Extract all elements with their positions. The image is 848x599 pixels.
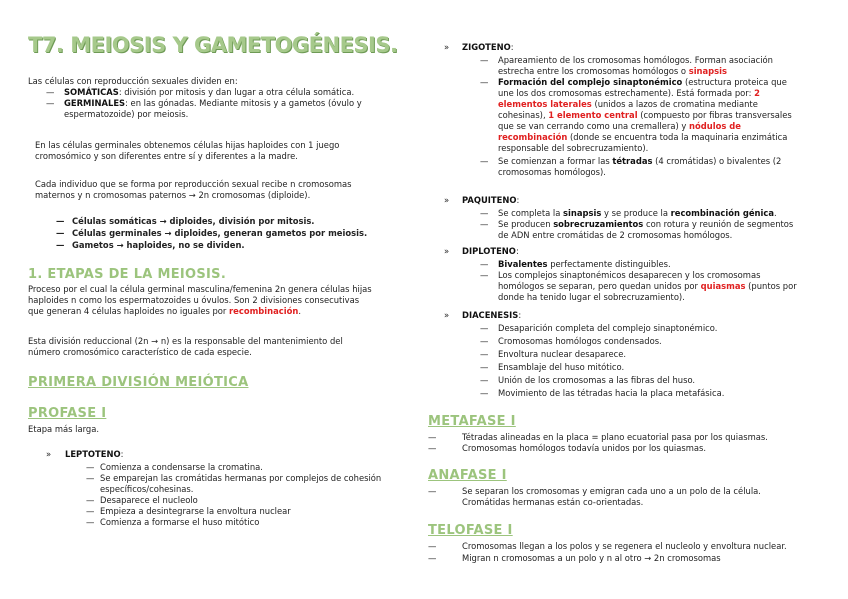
profase-subtitle: Etapa más larga. [28,424,99,434]
list-item: — Unión de los cromosomas a las fibras del huso. [480,375,696,385]
list-item-cont: específicos/cohesinas. [100,484,194,494]
list-item: — Se separan los cromosomas y emigran cada uno a un polo de la célula. [428,486,761,496]
list-item: — Cromosomas llegan a los polos y se regenera el nucleolo y envoltura nuclear. [428,541,787,551]
list-item: — Tétradas alineadas en la placa = plano ecuatorial pasa por los quiasmas. [428,432,768,442]
list-item: — GERMINALES: en las gónadas. Mediante mitosis y a gametos (óvulo y [46,98,362,108]
diacenesis-label: DIACENESIS [462,310,519,320]
list-item: — Células germinales → diploides, generan gametos por meiosis. [56,228,368,238]
list-item: espermatozoide) por meiosis. [64,109,189,119]
list-item: — Desaparición completa del complejo sinaptonémico. [480,323,718,333]
document-title: T7. MEIOSIS Y GAMETOGÉNESIS. [28,33,398,57]
section-heading-telofase: TELOFASE I [428,523,513,538]
intro-lead: Las células con reproducción sexuales dividen en: [28,76,238,86]
bullet-icon: » [444,310,450,320]
paquiteno-label: PAQUITENO [462,195,517,205]
diploteno-label: DIPLOTENO [462,246,516,256]
bullet-icon: » [46,449,52,459]
section-heading-anafase: ANAFASE I [428,468,507,483]
list-item: — Comienza a formarse el huso mitótico [86,517,260,527]
list-item: — Cromosomas homólogos condensados. [480,336,662,346]
paragraph-germinales: En las células germinales obtenemos células hijas haploides con 1 juego cromosómico y son diferentes entre sí y diferentes a la madre. [35,140,340,161]
list-item: — Ensamblaje del huso mitótico. [480,362,625,372]
section-heading-primera-division: PRIMERA DIVISIÓN MEIÓTICA [28,375,249,390]
paragraph-etapas: Proceso por el cual la célula germinal masculina/femenina 2n genera células hijas haploides n como los espermatozoides u óvulos. Son 2 divisiones consecutivas que generan 4 células haploides no iguales por recombinación. [28,284,372,316]
list-item: — Movimiento de las tétradas hacia la placa metafásica. [480,388,725,398]
leptoteno-list [86,462,410,528]
list-item: — Envoltura nuclear desaparece. [480,349,627,359]
list-item: — Células somáticas → diploides, división por mitosis. [56,216,315,226]
list-item: — Empieza a desintegrarse la envoltura nuclear [86,506,291,516]
bullet-icon: » [444,195,450,205]
list-item: — SOMÁTICAS: división por mitosis y dan lugar a otra célula somática. [46,87,355,97]
telofase-list [428,541,828,565]
cell-types-list [46,87,410,120]
bullet-icon: » [444,42,450,52]
zigoteno-label: ZIGOTENO [462,42,511,52]
paragraph-reproduccion: Cada individuo que se forma por reproducción sexual recibe n cromosomas maternos y n cromosomas paternos → 2n cromosomas (diploide). [35,179,352,200]
diacenesis-list [480,323,828,401]
list-item: — Cromosomas homólogos todavía unidos por los quiasmas. [428,443,707,453]
list-item: — Comienza a condensarse la cromatina. [86,462,263,472]
bullet-icon: » [444,246,450,256]
section-heading-profase: PROFASE I [28,406,107,421]
leptoteno-label: LEPTOTENO [65,449,121,459]
zigoteno-list: — Apareamiento de los cromosomas homólogos. Forman asociación estrecha entre los cromosomas homólogos o sinapsis — Formación del complejo sinaptonémico (estructura proteica que une los dos cromosomas estrechamente). Está formada por: 2 elementos laterales (unidos a lazos de cromatina mediante cohesinas), 1 elemento central (compuesto por fibras transversales que se van cerrando como una cremallera) y nódulos de recombinación (donde se encuentra toda la maquinaria enzimática responsable del sobrecruzamiento). — Se comienzan a formar las tétradas (4 cromátidas) o bivalentes (2 cromosomas homólogos). [480,55,792,177]
section-heading-etapas: 1. ETAPAS DE LA MEIOSIS. [28,267,227,282]
list-item: — Gametos → haploides, no se dividen. [56,240,245,250]
diploteno-list: — Bivalentes perfectamente distinguibles. — Los complejos sinaptonémicos desaparecen y los cromosomas homólogos se separan, pero quedan unidos por quiasmas (puntos por donde ha tenido lugar el sobrecruzamiento). [480,259,797,302]
anafase-list: — Se separan los cromosomas y emigran cada uno a un polo de la célula. Cromátidas hermanas están co-orientadas. [462,486,822,508]
summary-list [58,216,418,252]
section-heading-metafase: METAFASE I [428,414,516,429]
list-item: — Migran n cromosomas a un polo y n al otro → 2n cromosomas [428,553,721,563]
list-item: — Se emparejan las cromátidas hermanas por complejos de cohesión [86,473,382,483]
metafase-list [428,432,822,454]
paragraph-reduccional: Esta división reduccional (2n → n) es la responsable del mantenimiento del número cromosómico característico de cada especie. [28,336,343,357]
list-item: — Desaparece el nucleolo [86,495,198,505]
paquiteno-list: — Se completa la sinapsis y se produce la recombinación génica. — Se producen sobrecruzamientos con rotura y reunión de segmentos de ADN entre cromátidas de 2 cromosomas homólogos. [480,208,794,240]
